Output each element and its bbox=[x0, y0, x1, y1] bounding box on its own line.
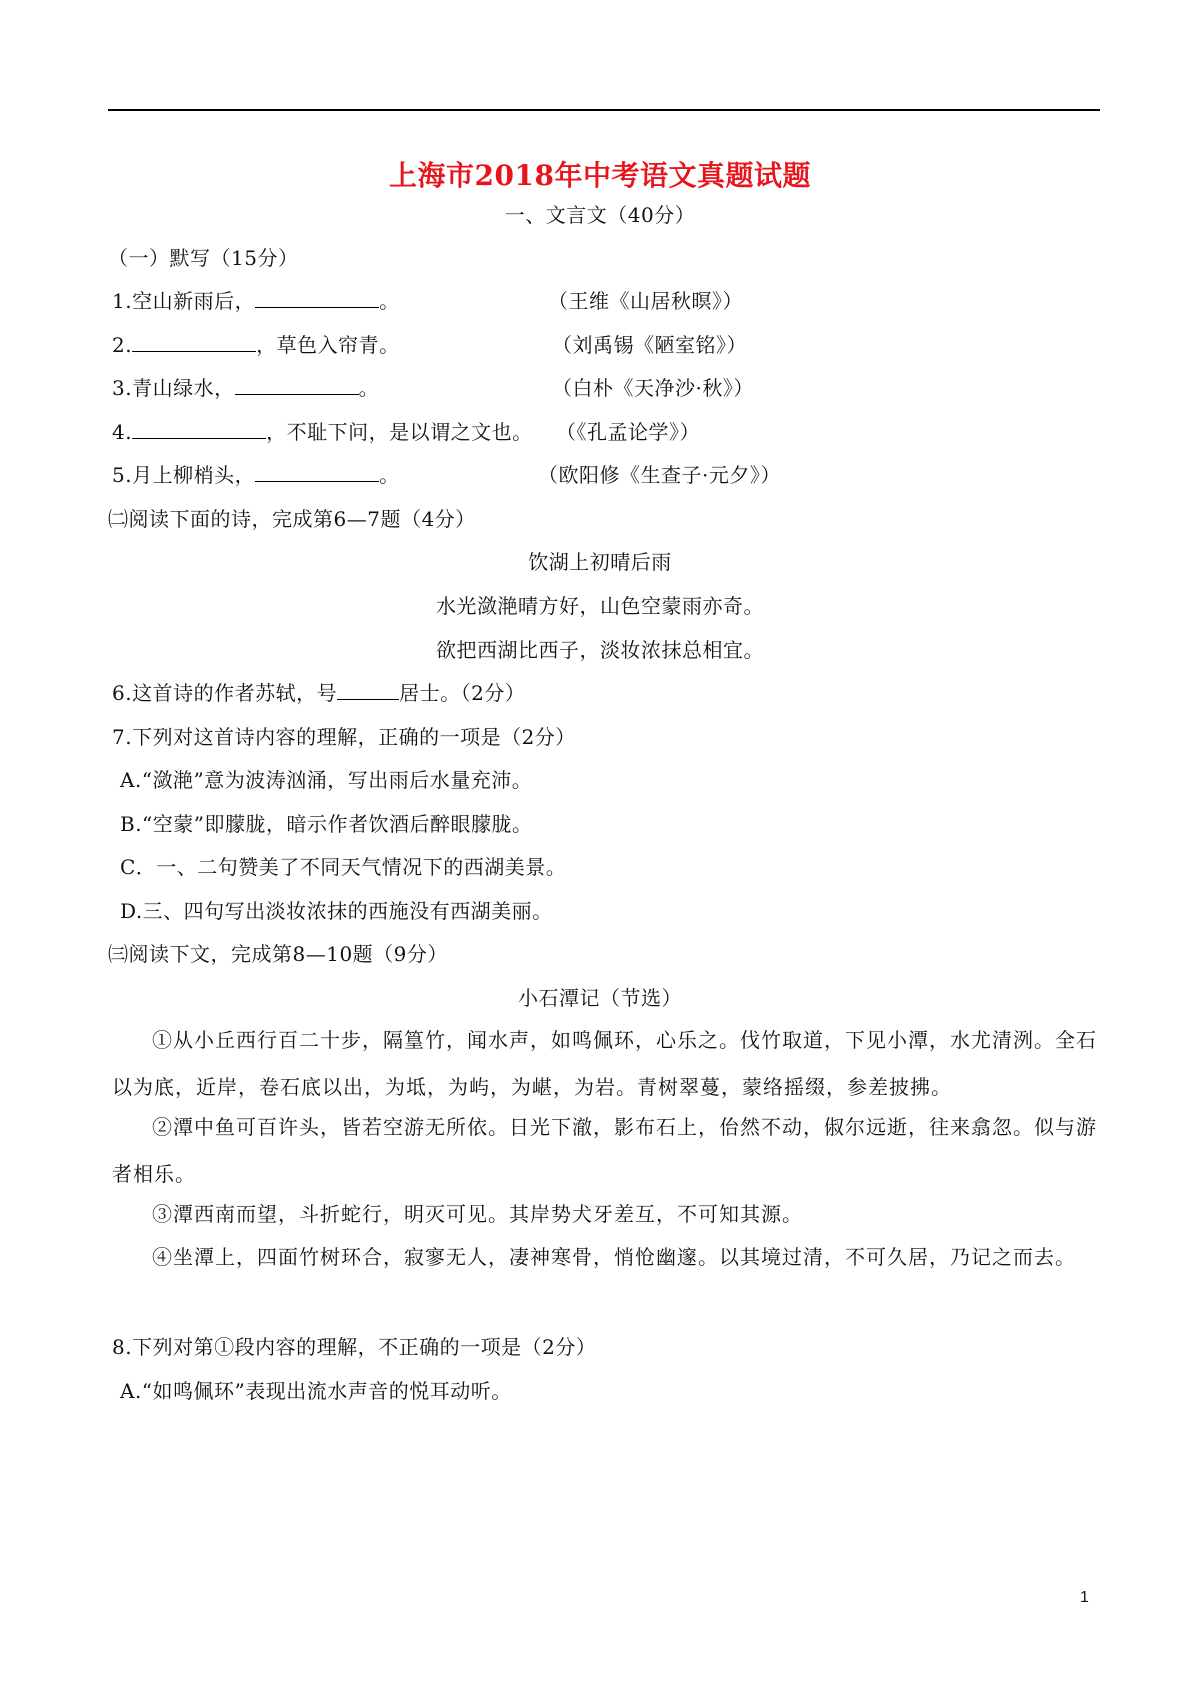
answer-blank bbox=[337, 679, 399, 700]
answer-blank bbox=[235, 374, 359, 395]
section-heading: 一、文言文（40分） bbox=[504, 203, 696, 227]
answer-blank bbox=[255, 287, 379, 308]
essay-paragraph-1: ①从小丘西行百二十步，隔篁竹，闻水声，如鸣佩环，心乐之。伐竹取道，下见小潭，水尤清洌。全石以为底，近岸，卷石底以出，为坻，为屿，为嵁，为岩。青树翠蔓，蒙络摇缀，参差披拂。 bbox=[112, 1028, 1097, 1099]
part-heading-poem: ㈡阅读下面的诗，完成第6—7题（4分） bbox=[108, 507, 476, 531]
poem-line-2: 欲把西湖比西子，淡妆浓抹总相宜。 bbox=[436, 638, 764, 662]
question-1-end: 。 bbox=[379, 289, 400, 313]
question-7-option-d: D.三、四句写出淡妆浓抹的西施没有西湖美丽。 bbox=[120, 899, 553, 923]
essay-paragraph-4: ④坐潭上，四面竹树环合，寂寥无人，凄神寒骨，悄怆幽邃。以其境过清，不可久居，乃记之而去。 bbox=[152, 1245, 1076, 1269]
page-title: 上海市2018年中考语文真题试题 bbox=[389, 159, 811, 192]
answer-blank bbox=[132, 331, 256, 352]
essay-paragraph-2: ②潭中鱼可百许头，皆若空游无所依。日光下澈，影布石上，佁然不动，俶尔远逝，往来翕忽。似与游者相乐。 bbox=[112, 1115, 1097, 1186]
question-3-source: （白朴《天净沙·秋》） bbox=[552, 376, 754, 400]
question-1-text: 1.空山新雨后， bbox=[112, 289, 256, 313]
question-5-text: 5.月上柳梢头， bbox=[112, 463, 256, 487]
question-2-text: 2. bbox=[112, 333, 133, 357]
question-8-option-a: A.“如鸣佩环”表现出流水声音的悦耳动听。 bbox=[120, 1379, 512, 1403]
question-4-end: ，不耻下问，是以谓之文也。 bbox=[266, 420, 533, 444]
question-7-option-b: B.“空蒙”即朦胧，暗示作者饮酒后醉眼朦胧。 bbox=[120, 812, 533, 836]
question-4 bbox=[112, 418, 533, 446]
question-2-end: ，草色入帘青。 bbox=[256, 333, 400, 357]
question-4-source: （《孔孟论学》） bbox=[556, 420, 700, 444]
answer-blank bbox=[132, 418, 266, 439]
header-rule bbox=[108, 109, 1100, 111]
question-2-source: （刘禹锡《陋室铭》） bbox=[552, 333, 747, 357]
question-6 bbox=[112, 679, 525, 707]
question-4-text: 4. bbox=[112, 420, 133, 444]
question-1 bbox=[112, 287, 400, 315]
question-7: 7.下列对这首诗内容的理解，正确的一项是（2分） bbox=[112, 725, 576, 749]
poem-line-1: 水光潋滟晴方好，山色空蒙雨亦奇。 bbox=[436, 594, 764, 618]
question-8: 8.下列对第①段内容的理解，不正确的一项是（2分） bbox=[112, 1335, 597, 1359]
page-number: 1 bbox=[1080, 1589, 1089, 1606]
question-5-source: （欧阳修《生查子·元夕》） bbox=[538, 463, 781, 487]
question-3 bbox=[112, 374, 379, 402]
essay-paragraph-3: ③潭西南而望，斗折蛇行，明灭可见。其岸势犬牙差互，不可知其源。 bbox=[152, 1202, 803, 1226]
question-1-source: （王维《山居秋暝》） bbox=[548, 289, 743, 313]
question-5-end: 。 bbox=[379, 463, 400, 487]
question-3-text: 3.青山绿水， bbox=[112, 376, 235, 400]
question-7-option-c: C．一、二句赞美了不同天气情况下的西湖美景。 bbox=[120, 855, 567, 879]
question-6-end: 居士。（2分） bbox=[399, 681, 526, 705]
question-2 bbox=[112, 331, 400, 359]
question-3-end: 。 bbox=[358, 376, 380, 400]
question-7-option-a: A.“潋滟”意为波涛汹涌，写出雨后水量充沛。 bbox=[120, 768, 533, 792]
question-6-text: 6.这首诗的作者苏轼，号 bbox=[112, 681, 338, 705]
part-heading-essay: ㈢阅读下文，完成第8—10题（9分） bbox=[108, 942, 448, 966]
part-heading-dictation: （一）默写（15分） bbox=[108, 246, 299, 270]
question-5 bbox=[112, 461, 400, 489]
essay-title: 小石潭记（节选） bbox=[518, 986, 682, 1010]
poem-title: 饮湖上初晴后雨 bbox=[528, 550, 672, 574]
answer-blank bbox=[255, 461, 379, 482]
